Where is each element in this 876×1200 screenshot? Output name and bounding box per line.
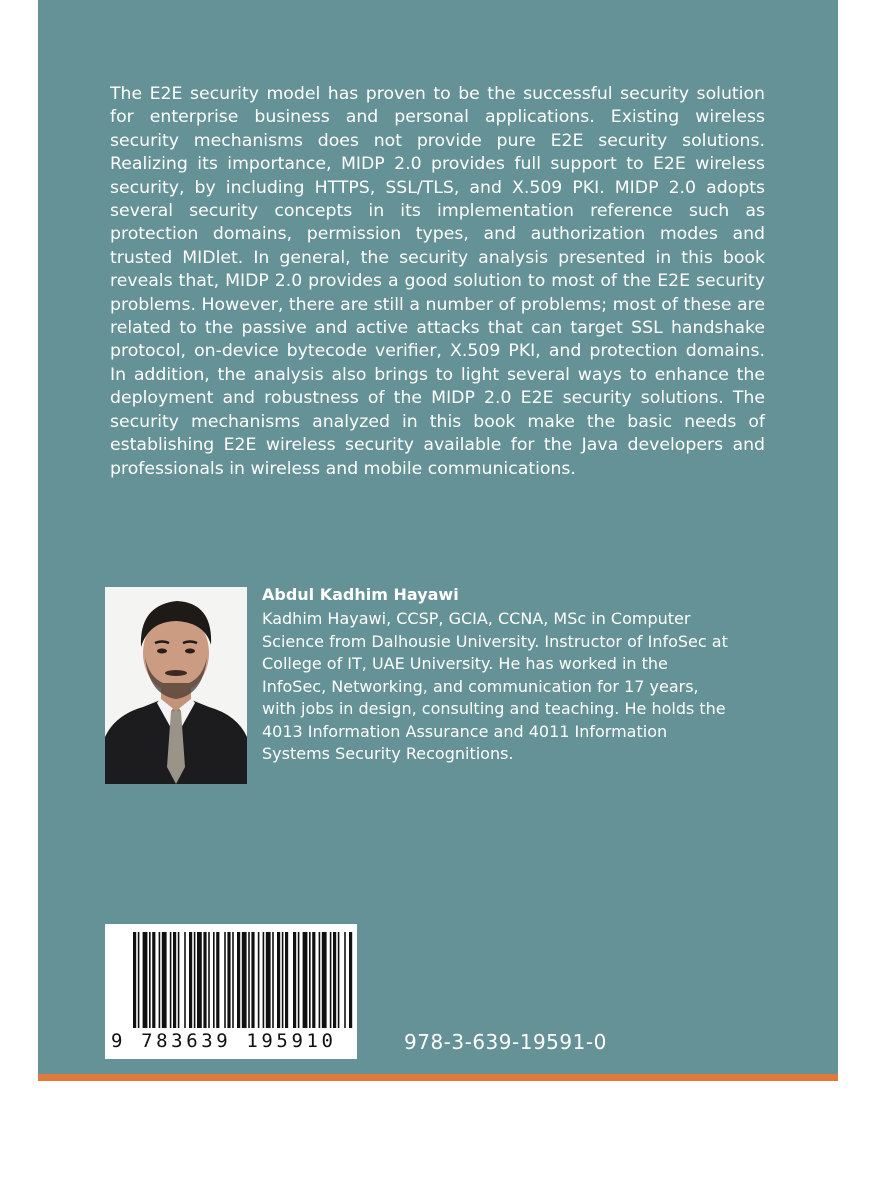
barcode-digits: 9 783639 195910 [111, 1030, 337, 1052]
author-name: Abdul Kadhim Hayawi [262, 585, 459, 604]
author-photo [105, 587, 247, 784]
isbn-barcode [105, 924, 357, 1059]
book-blurb: The E2E security model has proven to be the successful security solution for enterprise business and personal applications. Existing wireless security mechanisms does not provide pure E2E security solutions. Realizing its importance, MIDP 2.0 provides full support to E2E wireless security, by including HTTPS, SSL/TLS, and X.509 PKI. MIDP 2.0 adopts several security concepts in its implementation reference such as protection domains, permission types, and authorization modes and trusted MIDlet. In general, the security analysis presented in this book reveals that, MIDP 2.0 provides a good solution to most of the E2E security problems. However, there are still a number of problems; most of these are related to the passive and active attacks that can target SSL handshake protocol, on-device bytecode verifier, X.509 PKI, and protection domains. In addition, the analysis also brings to light several ways to enhance the deployment and robustness of the MIDP 2.0 E2E security solutions. The security mechanisms analyzed in this book make the basic needs of establishing E2E wireless security available for the Java developers and professionals in wireless and mobile communications. [110, 84, 765, 479]
cover-accent-strip [38, 1074, 838, 1081]
isbn-number: 978-3-639-19591-0 [404, 1030, 607, 1054]
author-portrait-image [105, 587, 247, 784]
author-bio: Kadhim Hayawi, CCSP, GCIA, CCNA, MSc in Computer Science from Dalhousie University. Instructor of InfoSec at College of IT, UAE University. He has worked in the InfoSec, Networking, and communication for 17 years, with jobs in design, consulting and teaching. He holds the 4013 Information Assurance and 4011 Information Systems Security Recognitions. [262, 609, 728, 763]
